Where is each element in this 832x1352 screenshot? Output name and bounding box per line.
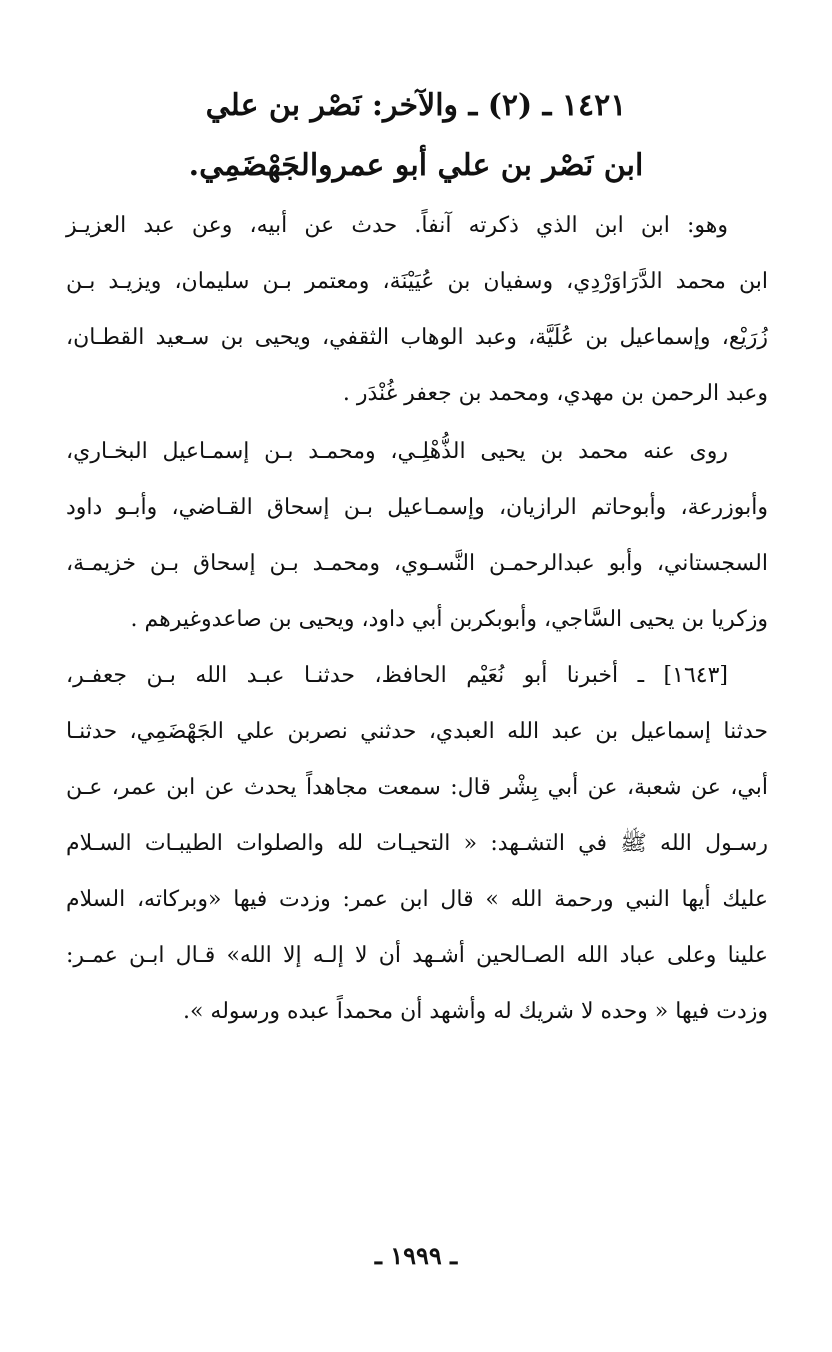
body-line: وأبوزرعة، وأبوحاتم الرازيان، وإسمـاعيل بـن إسحاق القـاضي، وأبـو داود (66, 495, 768, 520)
body-line: السجستاني، وأبو عبدالرحمـن النَّسـوي، ومحمـد بـن إسحاق بـن خزيمـة، (66, 551, 768, 576)
hadith-line: حدثنا إسماعيل بن عبد الله العبدي، حدثني نصربن علي الجَهْضَمِي، حدثنـا (66, 719, 768, 744)
entry-heading: ١٤٢١ ـ (٢) ـ والآخر: نَصْر بن علي (205, 88, 627, 123)
page-number: ـ ١٩٩٩ ـ (374, 1241, 458, 1270)
hadith-line: أبي، عن شعبة، عن أبي بِشْر قال: سمعت مجاهداً يحدث عن ابن عمر، عـن (66, 775, 768, 800)
hadith-line: علينا وعلى عباد الله الصـالحين أشـهد أن لا إلـه إلا الله» قـال ابـن عمـر: (66, 943, 768, 968)
body-line: وعبد الرحمن بن مهدي، ومحمد بن جعفر غُنْدَر . (342, 381, 768, 406)
entry-subheading: ابن نَصْر بن علي أبو عمروالجَهْضَمِي. (188, 148, 644, 183)
hadith-line: رسـول الله ﷺ في التشـهد: « التحيـات لله والصلوات الطيبـات السـلام (66, 831, 768, 856)
body-line: روى عنه محمد بن يحيى الذُّهْلِـي، ومحمـد بـن إسمـاعيل البخـاري، (66, 439, 728, 464)
body-line: ابن محمد الدَّرَاوَرْدِي، وسفيان بن عُيَيْنَة، ومعتمر بـن سليمان، ويزيـد بـن (66, 269, 768, 294)
body-line: وزكريا بن يحيى السَّاجي، وأبوبكربن أبي داود، ويحيى بن صاعدوغيرهم . (130, 607, 768, 632)
body-line: وهو: ابن ابن الذي ذكرته آنفاً. حدث عن أبيه، وعن عبد العزيـز (66, 213, 728, 238)
hadith-line: عليك أيها النبي ورحمة الله » قال ابن عمر: وزدت فيها «وبركاته، السلام (66, 887, 768, 912)
hadith-line: وزدت فيها « وحده لا شريك له وأشهد أن محمداً عبده ورسوله ». (182, 999, 768, 1024)
hadith-line: [١٦٤٣] ـ أخبرنا أبو نُعَيْم الحافظ، حدثنـا عبـد الله بـن جعفـر، (66, 663, 728, 688)
body-line: زُرَيْع، وإسماعيل بن عُلَيَّة، وعبد الوهاب الثقفي، ويحيى بن سـعيد القطـان، (66, 325, 768, 350)
